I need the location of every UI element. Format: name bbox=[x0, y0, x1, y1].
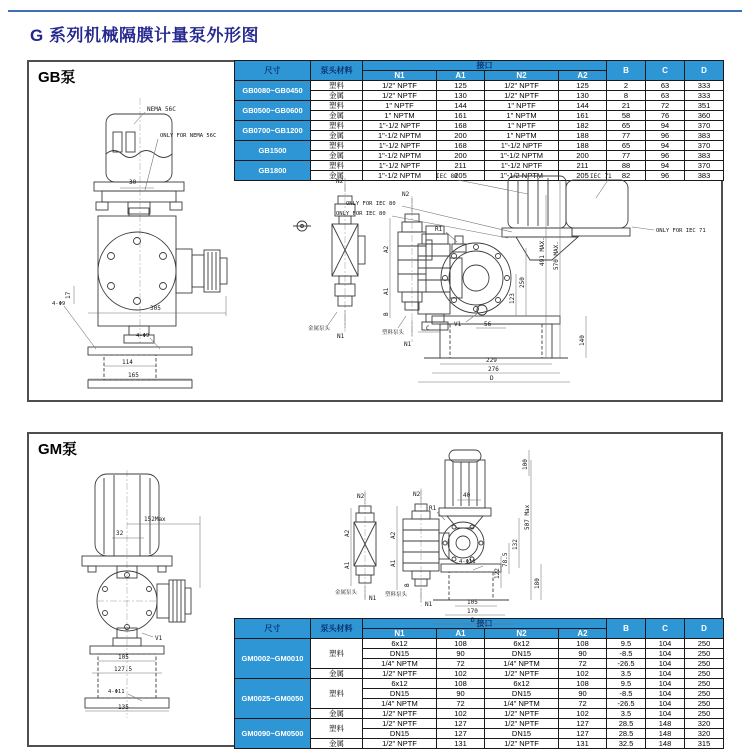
dim-17: 17 bbox=[65, 291, 72, 299]
dim-30: 30 bbox=[129, 179, 137, 186]
data-cell: 1/2" NPTF bbox=[363, 91, 437, 101]
data-cell: 315 bbox=[685, 739, 724, 749]
data-cell: 1/2" NPTF bbox=[485, 669, 559, 679]
data-cell: 168 bbox=[437, 121, 485, 131]
table-row bbox=[235, 719, 724, 729]
column-header-a2: A2 bbox=[559, 71, 607, 81]
data-cell: 90 bbox=[437, 689, 485, 699]
data-cell: 104 bbox=[646, 639, 685, 649]
column-header-d: D bbox=[685, 619, 724, 639]
data-cell: 144 bbox=[437, 101, 485, 111]
data-cell: 130 bbox=[559, 91, 607, 101]
data-cell: 250 bbox=[685, 649, 724, 659]
data-cell: 250 bbox=[685, 669, 724, 679]
column-header-b: B bbox=[607, 619, 646, 639]
data-cell: 104 bbox=[646, 669, 685, 679]
data-cell: 383 bbox=[685, 151, 724, 161]
data-cell: DN15 bbox=[485, 649, 559, 659]
gm-spec-table bbox=[234, 618, 724, 749]
size-range-cell: GB1800 bbox=[235, 161, 311, 181]
data-cell: 1" NPTM bbox=[485, 131, 559, 141]
table-row bbox=[235, 101, 724, 111]
data-cell: 108 bbox=[559, 679, 607, 689]
data-cell: 200 bbox=[437, 131, 485, 141]
dim-123: 123 bbox=[509, 293, 516, 304]
material-cell: 塑料 bbox=[311, 141, 363, 151]
table-row bbox=[235, 679, 724, 689]
material-cell: 塑料 bbox=[311, 81, 363, 91]
label-only-iec80-b: ONLY FOR IEC 80 bbox=[336, 211, 386, 217]
data-cell: 125 bbox=[437, 81, 485, 91]
material-cell: 金属 bbox=[311, 111, 363, 121]
data-cell: 21 bbox=[607, 101, 646, 111]
dim-b: B bbox=[383, 312, 390, 316]
data-cell: 383 bbox=[685, 131, 724, 141]
label-metal-head: 金属泵头 bbox=[308, 326, 331, 332]
label-r1: R1 bbox=[429, 505, 437, 512]
column-header-b: B bbox=[607, 61, 646, 81]
dim-a1-plastic: A1 bbox=[390, 559, 397, 567]
data-cell: 250 bbox=[685, 699, 724, 709]
dim-122: 122 bbox=[494, 568, 501, 579]
dim-507-max: 507 Max bbox=[524, 504, 531, 530]
data-cell: DN15 bbox=[363, 649, 437, 659]
data-cell: 1"-1/2 NPTF bbox=[363, 161, 437, 171]
dim-165: 165 bbox=[128, 372, 139, 379]
data-cell: 250 bbox=[685, 639, 724, 649]
column-header-n2: N2 bbox=[485, 71, 559, 81]
data-cell: 188 bbox=[559, 141, 607, 151]
data-cell: 102 bbox=[559, 709, 607, 719]
data-cell: 1/2" NPTF bbox=[485, 709, 559, 719]
data-cell: 72 bbox=[559, 699, 607, 709]
column-header-c: C bbox=[646, 619, 685, 639]
data-cell: 250 bbox=[685, 659, 724, 669]
data-cell: 9.5 bbox=[607, 639, 646, 649]
material-cell: 塑料 bbox=[311, 719, 363, 739]
material-cell: 金属 bbox=[311, 739, 363, 749]
data-cell: 1" NPTM bbox=[363, 111, 437, 121]
data-cell: 9.5 bbox=[607, 679, 646, 689]
data-cell: 148 bbox=[646, 729, 685, 739]
column-header-port: 接口 bbox=[363, 619, 607, 629]
dim-d: D bbox=[490, 375, 494, 382]
data-cell: 108 bbox=[437, 679, 485, 689]
material-cell: 金属 bbox=[311, 131, 363, 141]
data-cell: 127 bbox=[437, 719, 485, 729]
data-cell: 94 bbox=[646, 161, 685, 171]
data-cell: 320 bbox=[685, 729, 724, 739]
label-v1: V1 bbox=[454, 321, 462, 328]
data-cell: 200 bbox=[437, 151, 485, 161]
data-cell: 1/4" NPTM bbox=[363, 659, 437, 669]
dim-305: 305 bbox=[150, 305, 161, 312]
port-label-n1-plastic: N1 bbox=[425, 601, 433, 608]
column-header-n1: N1 bbox=[363, 71, 437, 81]
data-cell: 65 bbox=[607, 141, 646, 151]
data-cell: 1" NPTF bbox=[363, 101, 437, 111]
dim-127-5: 127.5 bbox=[114, 666, 133, 673]
dim-b: B bbox=[404, 583, 411, 587]
data-cell: 1/2" NPTF bbox=[363, 669, 437, 679]
material-cell: 塑料 bbox=[311, 101, 363, 111]
column-header-a1: A1 bbox=[437, 71, 485, 81]
size-range-cell: GM0090~GM0500 bbox=[235, 719, 311, 749]
dim-140: 140 bbox=[579, 335, 586, 346]
port-label-n2-metal: N2 bbox=[357, 493, 365, 500]
data-cell: 1"-1/2 NPTF bbox=[485, 161, 559, 171]
data-cell: 370 bbox=[685, 161, 724, 171]
data-cell: 168 bbox=[437, 141, 485, 151]
material-cell: 塑料 bbox=[311, 121, 363, 131]
dim-a2: A2 bbox=[383, 245, 390, 253]
port-label-n2-plastic: N2 bbox=[402, 191, 410, 198]
data-cell: DN15 bbox=[485, 689, 559, 699]
data-cell: 32.5 bbox=[607, 739, 646, 749]
data-cell: 1/2" NPTF bbox=[485, 91, 559, 101]
data-cell: 161 bbox=[559, 111, 607, 121]
dim-170: 170 bbox=[467, 608, 478, 615]
data-cell: 351 bbox=[685, 101, 724, 111]
label-iec-71: IEC 71 bbox=[590, 173, 612, 180]
gm-front-view-drawing bbox=[52, 468, 257, 733]
label-plastic-head: 塑料泵头 bbox=[385, 592, 408, 598]
material-cell: 塑料 bbox=[311, 679, 363, 709]
material-cell: 金属 bbox=[311, 91, 363, 101]
data-cell: 370 bbox=[685, 121, 724, 131]
data-cell: 250 bbox=[685, 679, 724, 689]
data-cell: 6x12 bbox=[485, 679, 559, 689]
data-cell: 72 bbox=[437, 659, 485, 669]
port-label-n2-metal: N2 bbox=[336, 178, 344, 185]
dim-a2-metal: A2 bbox=[344, 529, 351, 537]
data-cell: 130 bbox=[437, 91, 485, 101]
data-cell: DN15 bbox=[485, 729, 559, 739]
data-cell: 82 bbox=[607, 171, 646, 181]
data-cell: 131 bbox=[559, 739, 607, 749]
data-cell: 1/2" NPTF bbox=[363, 739, 437, 749]
dim-d: D bbox=[471, 617, 475, 624]
dim-114: 114 bbox=[122, 359, 133, 366]
dim-491-max: 491 MAX. bbox=[539, 237, 546, 266]
data-cell: 1"-1/2 NPTF bbox=[485, 141, 559, 151]
dim-276: 276 bbox=[488, 366, 499, 373]
data-cell: 1/4" NPTM bbox=[363, 699, 437, 709]
gm-side-view-drawing bbox=[333, 448, 608, 633]
dim-a2-plastic: A2 bbox=[390, 531, 397, 539]
size-range-cell: GM0002~GM0010 bbox=[235, 639, 311, 679]
dim-32: 32 bbox=[116, 530, 124, 537]
data-cell: 1/2" NPTF bbox=[485, 81, 559, 91]
data-cell: 211 bbox=[437, 161, 485, 171]
label-only-nema-56c: ONLY FOR NEMA 56C bbox=[160, 133, 217, 139]
port-label-n1-metal: N1 bbox=[337, 333, 345, 340]
gb-panel-label: GB泵 bbox=[38, 69, 76, 86]
data-cell: 148 bbox=[646, 719, 685, 729]
data-cell: 131 bbox=[437, 739, 485, 749]
data-cell: 1/2" NPTF bbox=[363, 719, 437, 729]
data-cell: 108 bbox=[559, 639, 607, 649]
material-cell: 金属 bbox=[311, 709, 363, 719]
column-header-a1: A1 bbox=[437, 629, 485, 639]
data-cell: 72 bbox=[437, 699, 485, 709]
data-cell: 3.5 bbox=[607, 669, 646, 679]
column-header-n1: N1 bbox=[363, 629, 437, 639]
dim-78-5: 78.5 bbox=[502, 552, 509, 567]
data-cell: 1" NPTM bbox=[485, 111, 559, 121]
data-cell: DN15 bbox=[363, 689, 437, 699]
table-row bbox=[235, 141, 724, 151]
label-metal-head: 金属泵头 bbox=[335, 590, 358, 596]
material-cell: 金属 bbox=[311, 151, 363, 161]
label-r1: R1 bbox=[435, 226, 443, 233]
label-only-iec71: ONLY FOR IEC 71 bbox=[656, 228, 706, 234]
column-header-material: 泵头材料 bbox=[311, 61, 363, 81]
table-row bbox=[235, 639, 724, 649]
data-cell: 2 bbox=[607, 81, 646, 91]
dim-250: 250 bbox=[519, 277, 526, 288]
data-cell: 127 bbox=[559, 719, 607, 729]
data-cell: 6x12 bbox=[363, 679, 437, 689]
material-cell: 金属 bbox=[311, 171, 363, 181]
data-cell: 1"-1/2 NPTM bbox=[485, 171, 559, 181]
dim-holes-a: 4-Φ9 bbox=[52, 301, 66, 307]
dim-105: 105 bbox=[467, 599, 478, 606]
data-cell: 188 bbox=[559, 131, 607, 141]
data-cell: 127 bbox=[437, 729, 485, 739]
data-cell: 1"-1/2 NPTF bbox=[363, 121, 437, 131]
label-iec-80: IEC 80 bbox=[436, 173, 458, 180]
data-cell: 94 bbox=[646, 141, 685, 151]
data-cell: 77 bbox=[607, 131, 646, 141]
data-cell: 1/2" NPTF bbox=[363, 81, 437, 91]
data-cell: 63 bbox=[646, 91, 685, 101]
label-v1: V1 bbox=[155, 635, 163, 642]
dim-56: 56 bbox=[484, 321, 492, 328]
top-rule bbox=[8, 10, 742, 12]
data-cell: 1" NPTF bbox=[485, 121, 559, 131]
data-cell: 211 bbox=[559, 161, 607, 171]
label-nema-56c: NEMA 56C bbox=[147, 106, 176, 113]
data-cell: 104 bbox=[646, 649, 685, 659]
column-header-a2: A2 bbox=[559, 629, 607, 639]
data-cell: 205 bbox=[437, 171, 485, 181]
data-cell: 333 bbox=[685, 91, 724, 101]
size-range-cell: GB0700~GB1200 bbox=[235, 121, 311, 141]
column-header-n2: N2 bbox=[485, 629, 559, 639]
dim-570-max: 570 MAX. bbox=[553, 241, 560, 270]
dim-229: 229 bbox=[486, 357, 497, 364]
column-header-size: 尺寸 bbox=[235, 619, 311, 639]
data-cell: 6x12 bbox=[485, 639, 559, 649]
data-cell: -26.5 bbox=[607, 699, 646, 709]
data-cell: -8.5 bbox=[607, 689, 646, 699]
data-cell: 1"-1/2 NPTM bbox=[363, 171, 437, 181]
size-range-cell: GB0500~GB0600 bbox=[235, 101, 311, 121]
data-cell: 63 bbox=[646, 81, 685, 91]
material-cell: 金属 bbox=[311, 669, 363, 679]
data-cell: 72 bbox=[559, 659, 607, 669]
column-header-d: D bbox=[685, 61, 724, 81]
data-cell: 161 bbox=[437, 111, 485, 121]
data-cell: 72 bbox=[646, 101, 685, 111]
data-cell: 205 bbox=[559, 171, 607, 181]
label-only-iec80-a: ONLY FOR IEC 80 bbox=[346, 201, 396, 207]
port-label-n2-plastic: N2 bbox=[413, 491, 421, 498]
port-label-n1-metal: N1 bbox=[369, 595, 377, 602]
data-cell: 1/4" NPTM bbox=[485, 699, 559, 709]
data-cell: 104 bbox=[646, 689, 685, 699]
data-cell: 6x12 bbox=[363, 639, 437, 649]
data-cell: 96 bbox=[646, 151, 685, 161]
data-cell: 1/4" NPTM bbox=[485, 659, 559, 669]
table-row bbox=[235, 81, 724, 91]
data-cell: 370 bbox=[685, 141, 724, 151]
size-range-cell: GB1500 bbox=[235, 141, 311, 161]
data-cell: 65 bbox=[607, 121, 646, 131]
data-cell: 94 bbox=[646, 121, 685, 131]
table-row bbox=[235, 161, 724, 171]
data-cell: 102 bbox=[559, 669, 607, 679]
dim-132: 132 bbox=[512, 539, 519, 550]
gm-panel-label: GM泵 bbox=[38, 441, 78, 458]
dim-100: 100 bbox=[522, 459, 529, 470]
data-cell: 250 bbox=[685, 689, 724, 699]
data-cell: 1"-1/2 NPTM bbox=[485, 151, 559, 161]
dim-c: C bbox=[426, 325, 430, 332]
data-cell: 125 bbox=[559, 81, 607, 91]
data-cell: -26.5 bbox=[607, 659, 646, 669]
dim-holes-b: 4-Φ9 bbox=[136, 333, 150, 339]
data-cell: 320 bbox=[685, 719, 724, 729]
dim-holes: 4-Φ11 bbox=[459, 559, 476, 565]
dim-a1-metal: A1 bbox=[344, 561, 351, 569]
data-cell: 333 bbox=[685, 81, 724, 91]
gb-side-view-drawing bbox=[290, 170, 722, 398]
data-cell: 1"-1/2 NPTM bbox=[363, 131, 437, 141]
dim-105: 105 bbox=[118, 654, 129, 661]
data-cell: 148 bbox=[646, 739, 685, 749]
data-cell: 1" NPTF bbox=[485, 101, 559, 111]
data-cell: 127 bbox=[559, 729, 607, 739]
data-cell: 108 bbox=[437, 639, 485, 649]
label-plastic-head: 塑料泵头 bbox=[382, 330, 405, 336]
data-cell: DN15 bbox=[363, 729, 437, 739]
column-header-c: C bbox=[646, 61, 685, 81]
material-cell: 塑料 bbox=[311, 161, 363, 171]
data-cell: 28.5 bbox=[607, 729, 646, 739]
material-cell: 塑料 bbox=[311, 639, 363, 669]
data-cell: 1/2" NPTF bbox=[485, 739, 559, 749]
gb-spec-table bbox=[234, 60, 724, 181]
data-cell: 96 bbox=[646, 131, 685, 141]
data-cell: 200 bbox=[559, 151, 607, 161]
data-cell: 8 bbox=[607, 91, 646, 101]
dim-a1: A1 bbox=[383, 287, 390, 295]
dim-152max: 152Max bbox=[144, 516, 166, 523]
data-cell: 182 bbox=[559, 121, 607, 131]
data-cell: 104 bbox=[646, 679, 685, 689]
data-cell: 383 bbox=[685, 171, 724, 181]
data-cell: 1/2" NPTF bbox=[363, 709, 437, 719]
dim-holes: 4-Φ11 bbox=[108, 689, 125, 695]
data-cell: 88 bbox=[607, 161, 646, 171]
data-cell: 102 bbox=[437, 669, 485, 679]
data-cell: 3.5 bbox=[607, 709, 646, 719]
data-cell: 250 bbox=[685, 709, 724, 719]
dim-180: 180 bbox=[534, 578, 541, 589]
data-cell: 90 bbox=[559, 649, 607, 659]
data-cell: 104 bbox=[646, 699, 685, 709]
data-cell: 76 bbox=[646, 111, 685, 121]
data-cell: 360 bbox=[685, 111, 724, 121]
page-title: G 系列机械隔膜计量泵外形图 bbox=[30, 26, 259, 45]
data-cell: 58 bbox=[607, 111, 646, 121]
size-range-cell: GM0025~GM0050 bbox=[235, 679, 311, 719]
data-cell: 77 bbox=[607, 151, 646, 161]
data-cell: 144 bbox=[559, 101, 607, 111]
data-cell: -8.5 bbox=[607, 649, 646, 659]
data-cell: 1/2" NPTF bbox=[485, 719, 559, 729]
data-cell: 102 bbox=[437, 709, 485, 719]
data-cell: 90 bbox=[437, 649, 485, 659]
table-row bbox=[235, 121, 724, 131]
data-cell: 1"-1/2 NPTM bbox=[363, 151, 437, 161]
data-cell: 28.5 bbox=[607, 719, 646, 729]
data-cell: 96 bbox=[646, 171, 685, 181]
gb-front-view-drawing bbox=[30, 92, 245, 392]
dim-40: 40 bbox=[463, 492, 471, 499]
port-label-n1-plastic: N1 bbox=[404, 341, 412, 348]
data-cell: 90 bbox=[559, 689, 607, 699]
size-range-cell: GB0080~GB0450 bbox=[235, 81, 311, 101]
dim-135: 135 bbox=[118, 704, 129, 711]
column-header-port: 接口 bbox=[363, 61, 607, 71]
column-header-material: 泵头材料 bbox=[311, 619, 363, 639]
data-cell: 1"-1/2 NPTF bbox=[363, 141, 437, 151]
data-cell: 104 bbox=[646, 709, 685, 719]
column-header-size: 尺寸 bbox=[235, 61, 311, 81]
data-cell: 104 bbox=[646, 659, 685, 669]
